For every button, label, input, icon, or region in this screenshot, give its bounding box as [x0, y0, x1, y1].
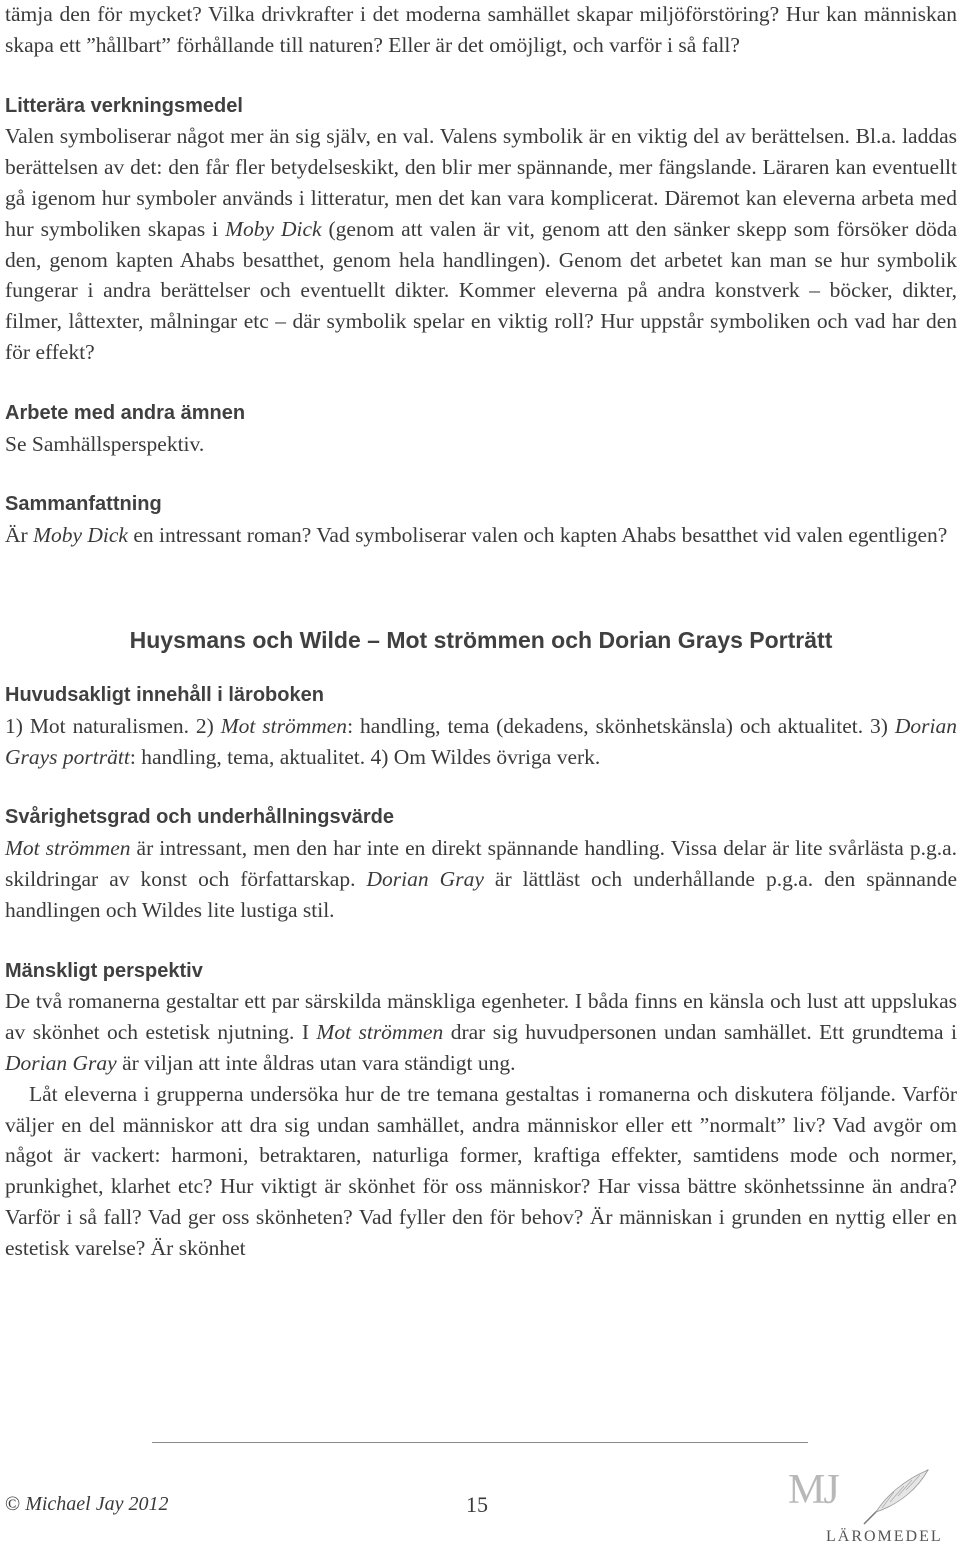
- footer-author: Michael Jay 2012: [25, 1493, 169, 1515]
- feather-icon: [856, 1466, 936, 1528]
- logo-text: LÄROMEDEL: [826, 1528, 943, 1545]
- paragraph-litterara: Valen symboliserar något mer än sig själv, en val. Valens symbolik är en viktig del av berättelsen. Bl.a. laddas berättelsen av det: den får fler betydelseskikt, den blir mer spännande, mer fängslande. Läraren kan eventuellt gå igenom hur symboler används i litteratur, men det kan vara komplicerat. Däremot kan eleverna arbeta med hur symboliken skapas i Moby Dick (genom att valen är vit, genom att den sänker skepp som försöker döda den, genom kapten Ahabs besatthet, genom hela handlingen). Genom det arbetet kan man se hur symbolik fungerar i andra berättelser och eventuellt dikter. Kommer eleverna på andra konstverk – böcker, dikter, filmer, låttexter, målningar etc – där symbolik spelar en viktig roll? Hur uppstår symboliken och vad har den för effekt?: [5, 124, 957, 364]
- heading-litterara: Litterära verkningsmedel: [5, 94, 243, 117]
- document-page: [5, 0, 957, 1264]
- heading-sammanfattning: Sammanfattning: [5, 493, 162, 516]
- paragraph-huvudsakligt: 1) Mot naturalismen. 2) Mot strömmen: handling, tema (dekadens, skönhetskänsla) och aktualitet. 3) Dorian Grays porträtt: handling, tema, aktualitet. 4) Om Wildes övriga verk.: [5, 713, 957, 769]
- logo-monogram: MJ: [788, 1467, 838, 1513]
- chapter-title: Huysmans och Wilde – Mot strömmen och Dorian Grays Porträtt: [129, 626, 833, 653]
- heading-manskligt: Mänskligt perspektiv: [5, 959, 203, 982]
- heading-svarighetsgrad: Svårighetsgrad och underhållningsvärde: [5, 806, 394, 829]
- footer-copyright: [5, 1493, 168, 1516]
- heading-arbete: Arbete med andra ämnen: [5, 401, 246, 424]
- intro-paragraph: tämja den för mycket? Vilka drivkrafter i det moderna samhället skapar miljöförstöring? Hur kan människan skapa ett ”hållbart” förhållande till naturen? Eller är det omöjligt, och varför i så fall?: [5, 2, 957, 57]
- paragraph-manskligt-2: Låt eleverna i grupperna undersöka hur de tre temana gestaltas i romanerna och diskutera följande. Varför väljer en del människor att dra sig undan samhället, andra människor eller ett ”normalt” liv? Vad avgör om något är vackert: harmoni, betraktaren, naturliga former, kraftiga effekter, samtidens mode och normer, prunkighet, klarhet etc? Hur viktigt är skönhet för oss människor? Har vissa bättre skönhetssinne än andra? Varför i så fall? Vad ger oss skönheten? Vad fyller den för behov? Är människan i grunden en nyttig eller en estetisk varelse? Är skönhet: [5, 1081, 957, 1260]
- paragraph-manskligt-1: De två romanerna gestaltar ett par särskilda mänskliga egenheter. I båda finns en känsla och lust att uppslukas av skönhet och estetisk njutning. I Mot strömmen drar sig huvudpersonen undan samhället. Ett grundtema i Dorian Gray är viljan att inte åldras utan vara ständigt ung.: [5, 989, 957, 1075]
- paragraph-sammanfattning: Är Moby Dick en intressant roman? Vad symboliserar valen och kapten Ahabs besatthet vid valen egentligen?: [5, 523, 948, 548]
- paragraph-svarighetsgrad: Mot strömmen är intressant, men den har inte en direkt spännande handling. Vissa delar är lite svårlästa p.g.a. skildringar av konst och författarskap. Dorian Gray är lättläst och underhållande p.g.a. den spännande handlingen och Wildes lite lustiga stil.: [5, 836, 957, 922]
- copyright-symbol: ©: [5, 1493, 21, 1515]
- paragraph-arbete: Se Samhällsperspektiv.: [5, 431, 205, 456]
- publisher-logo: [786, 1466, 956, 1552]
- heading-huvudsakligt: Huvudsakligt innehåll i läroboken: [5, 683, 324, 706]
- footer-divider: [152, 1442, 808, 1443]
- page-number: 15: [466, 1492, 488, 1517]
